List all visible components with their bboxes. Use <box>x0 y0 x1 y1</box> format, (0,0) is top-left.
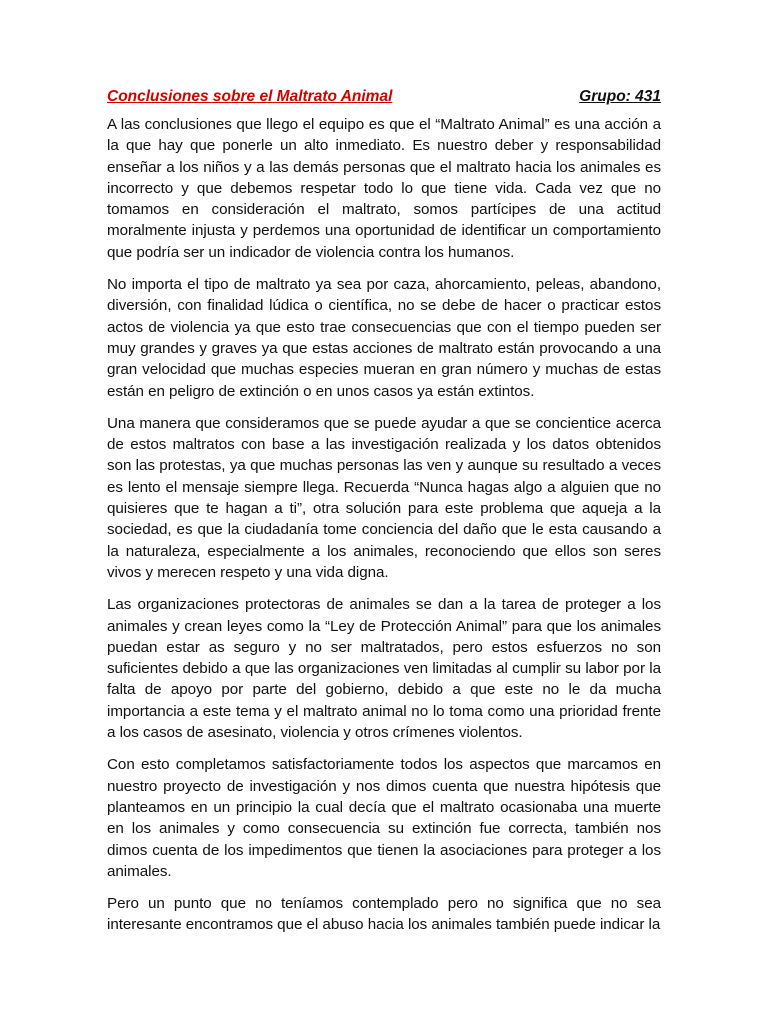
paragraph-3: Una manera que consideramos que se puede ayudar a que se concientice acerca de estos maltratos con base a las investigación realizada y los datos obtenidos son las protestas, ya que muchas personas las ven y aunque su resultado a veces es lento el mensaje siempre llega. Recuerda “Nunca hagas algo a alguien que no quisieres que te hagan a ti”, otra solución para este problema que aqueja a la sociedad, es que la ciudadanía tome conciencia del daño que le esta causando a la naturaleza, especialmente a los animales, reconociendo que ellos son seres vivos y merecen respeto y una vida digna. <box>107 414 661 581</box>
document-header <box>107 88 661 106</box>
paragraph-6: Pero un punto que no teníamos contemplado pero no significa que no sea interesante encontramos que el abuso hacia los animales también puede indicar la <box>107 895 661 934</box>
paragraph-5: Con esto completamos satisfactoriamente todos los aspectos que marcamos en nuestro proyecto de investigación y nos dimos cuenta que nuestra hipótesis que planteamos en un principio la cual decía que el maltrato ocasionaba una muerte en los animales y como consecuencia su extinción fue correcta, también nos dimos cuenta de los impedimentos que tienen la asociaciones para proteger a los animales. <box>107 756 661 880</box>
paragraph-2: No importa el tipo de maltrato ya sea por caza, ahorcamiento, peleas, abandono, diversión, con finalidad lúdica o científica, no se debe de hacer o practicar estos actos de violencia ya que esto trae consecuencias que con el tiempo pueden ser muy grandes y graves ya que estas acciones de maltrato están provocando a una gran velocidad que muchas especies mueran en gran número y muchas de estas están en peligro de extinción o en unos casos ya están extintos. <box>107 276 661 400</box>
document-title: Conclusiones sobre el Maltrato Animal <box>107 88 393 105</box>
document-page <box>107 88 661 947</box>
paragraph-4: Las organizaciones protectoras de animales se dan a la tarea de proteger a los animales y crean leyes como la “Ley de Protección Animal” para que los animales puedan estar as seguro y no ser maltratados, pero estos esfuerzos no son suficientes debido a que las organizaciones ven limitadas al cumplir su labor por la falta de apoyo por parte del gobierno, debido a que este no le da mucha importancia a este tema y el maltrato animal no lo toma como una prioridad frente a los casos de asesinato, violencia y otros crímenes violentos. <box>107 596 661 742</box>
paragraph-1: A las conclusiones que llego el equipo es que el “Maltrato Animal” es una acción a la que hay que ponerle un alto inmediato. Es nuestro deber y responsabilidad enseñar a los niños y a las demás personas que el maltrato hacia los animales es incorrecto y que debemos respetar todo lo que tiene vida. Cada vez que no tomamos en consideración el maltrato, somos partícipes de una actitud moralmente injusta y perdemos una oportunidad de identificar un comportamiento que podría ser un indicador de violencia contra los humanos. <box>107 116 661 261</box>
group-number: Grupo: 431 <box>579 88 661 105</box>
